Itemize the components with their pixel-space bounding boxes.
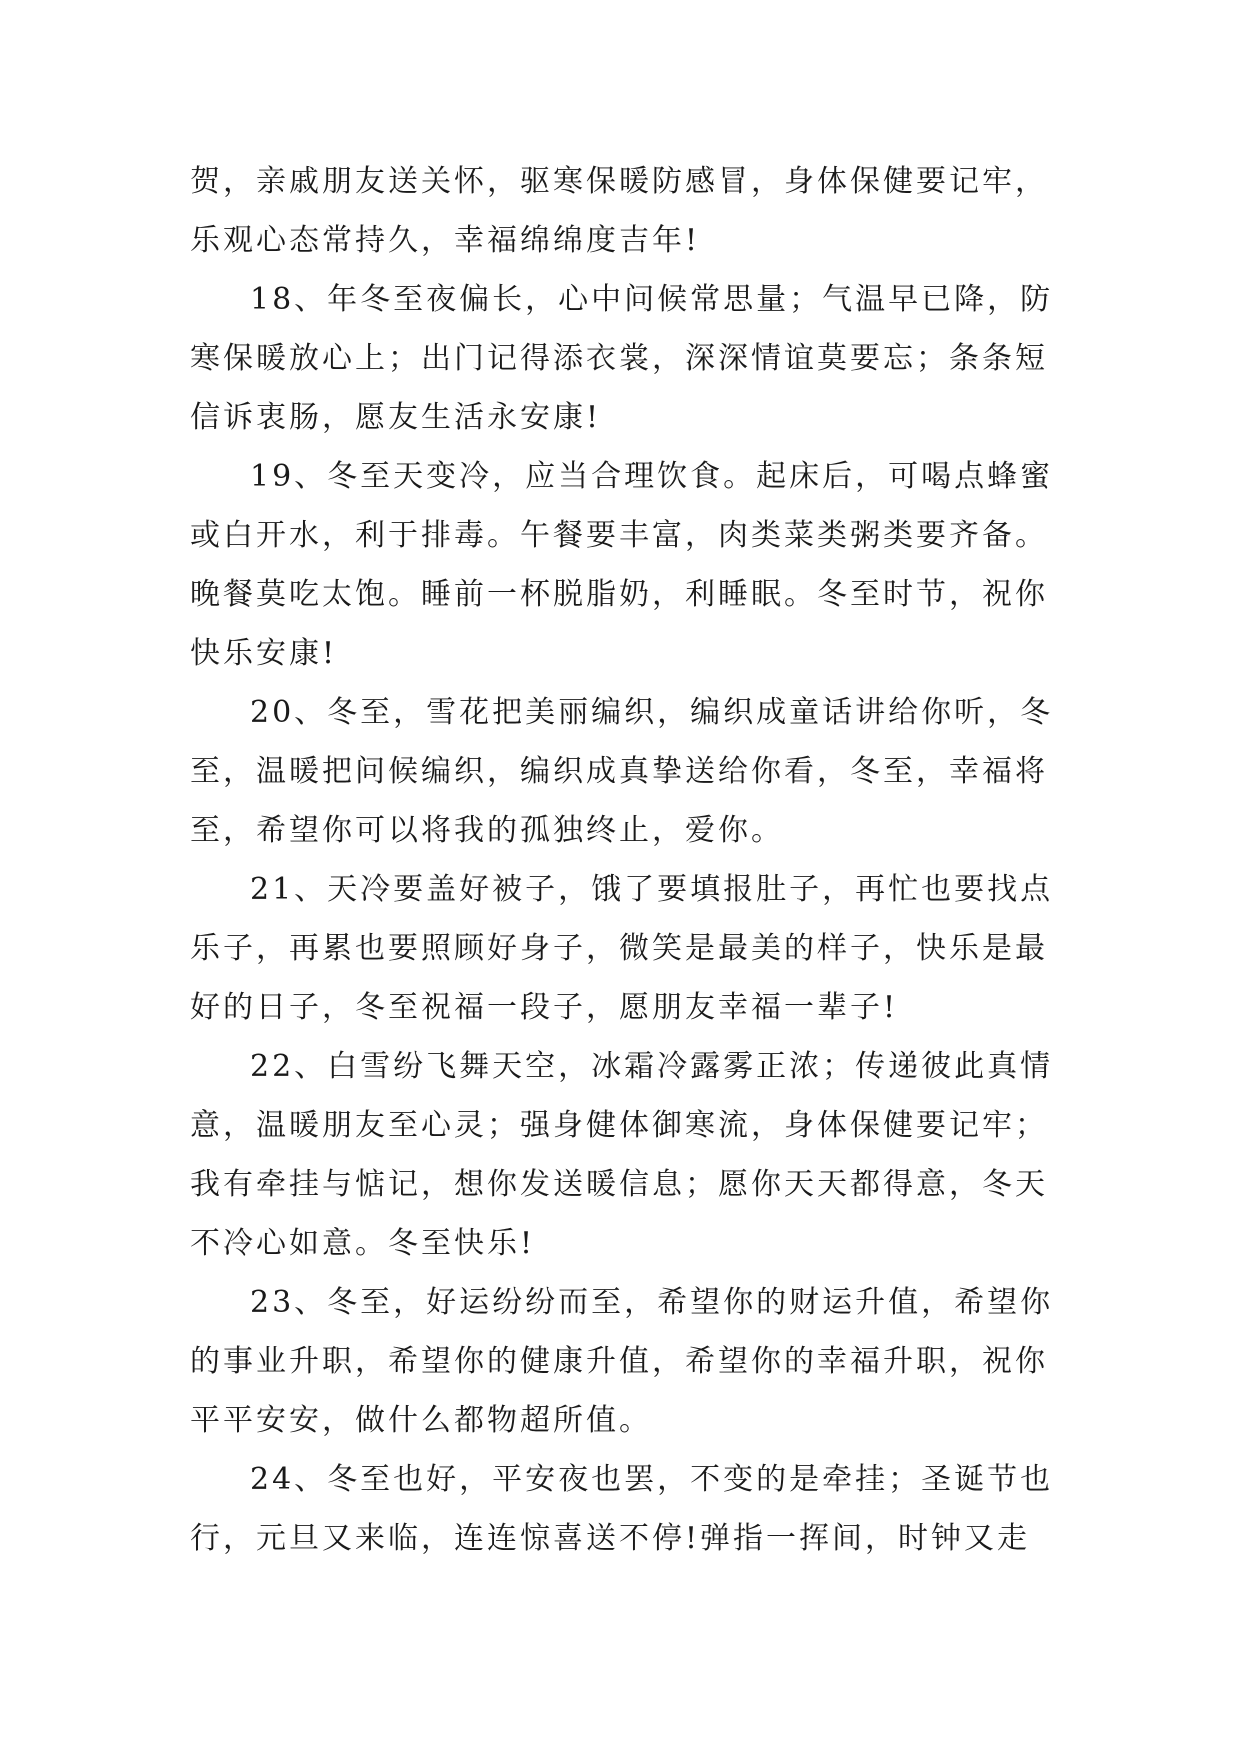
paragraph-continuation	[190, 152, 1070, 270]
paragraph-21	[190, 860, 1070, 1037]
text-line: 乐子，再累也要照顾好身子，微笑是最美的样子，快乐是最	[190, 931, 1048, 966]
text-line: 24、冬至也好，平安夜也罢，不变的是牵挂；圣诞节也	[250, 1462, 1054, 1497]
text-line: 好的日子，冬至祝福一段子，愿朋友幸福一辈子!	[190, 990, 899, 1025]
text-line: 21、天冷要盖好被子，饿了要填报肚子，再忙也要找点	[250, 872, 1054, 907]
paragraph-20	[190, 683, 1070, 860]
text-line: 18、年冬至夜偏长，心中问候常思量；气温早已降，防	[250, 282, 1054, 317]
text-line: 意，温暖朋友至心灵；强身健体御寒流，身体保健要记牢；	[190, 1108, 1048, 1143]
text-line: 乐观心态常持久，幸福绵绵度吉年!	[190, 223, 701, 258]
text-line: 晚餐莫吃太饱。睡前一杯脱脂奶，利睡眠。冬至时节，祝你	[190, 577, 1048, 612]
paragraph-18	[190, 270, 1070, 447]
text-line: 寒保暖放心上；出门记得添衣裳，深深情谊莫要忘；条条短	[190, 341, 1048, 376]
paragraph-22	[190, 1037, 1070, 1273]
paragraph-19	[190, 447, 1070, 683]
text-line: 快乐安康!	[190, 636, 338, 671]
text-line: 或白开水，利于排毒。午餐要丰富，肉类菜类粥类要齐备。	[190, 518, 1048, 553]
text-line: 22、白雪纷飞舞天空，冰霜冷露雾正浓；传递彼此真情	[250, 1049, 1054, 1084]
text-line: 19、冬至天变冷，应当合理饮食。起床后，可喝点蜂蜜	[250, 459, 1054, 494]
text-line: 贺，亲戚朋友送关怀，驱寒保暖防感冒，身体保健要记牢，	[190, 164, 1048, 199]
text-line: 信诉衷肠，愿友生活永安康!	[190, 400, 602, 435]
text-line: 的事业升职，希望你的健康升值，希望你的幸福升职，祝你	[190, 1344, 1048, 1379]
paragraph-23	[190, 1273, 1070, 1450]
text-line: 至，希望你可以将我的孤独终止，爱你。	[190, 813, 784, 848]
document-page	[190, 152, 1070, 1568]
text-line: 我有牵挂与惦记，想你发送暖信息；愿你天天都得意，冬天	[190, 1167, 1048, 1202]
text-line: 至，温暖把问候编织，编织成真挚送给你看，冬至，幸福将	[190, 754, 1048, 789]
text-line: 23、冬至，好运纷纷而至，希望你的财运升值，希望你	[250, 1285, 1054, 1320]
text-line: 20、冬至，雪花把美丽编织，编织成童话讲给你听，冬	[250, 695, 1054, 730]
paragraph-24	[190, 1450, 1070, 1568]
text-line: 行，元旦又来临，连连惊喜送不停!弹指一挥间，时钟又走	[190, 1521, 1031, 1556]
text-line: 不冷心如意。冬至快乐!	[190, 1226, 536, 1261]
text-line: 平平安安，做什么都物超所值。	[190, 1403, 652, 1438]
